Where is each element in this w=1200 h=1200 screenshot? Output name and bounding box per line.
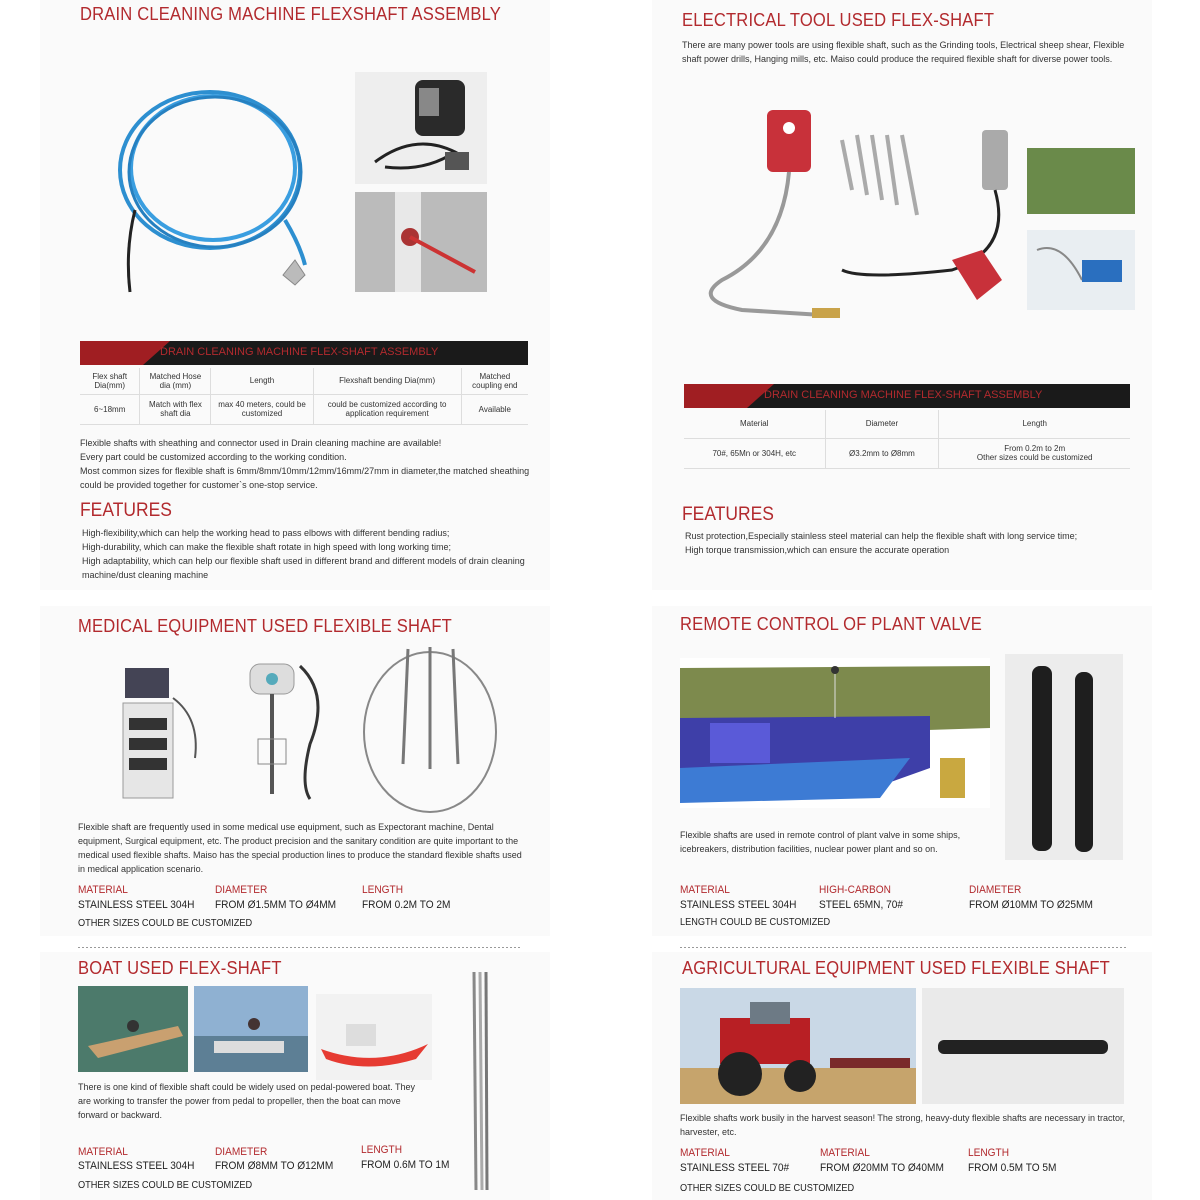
medical-spec-value: FROM 0.2M TO 2M (362, 899, 451, 911)
valve-spec-value: STAINLESS STEEL 304H (680, 899, 797, 911)
blue-flexshaft-image (105, 70, 345, 310)
boat-spec-label: DIAMETER (215, 1146, 268, 1158)
electrical-value-cell: From 0.2m to 2m Other sizes could be customized (939, 438, 1130, 468)
electrical-banner-text: DRAIN CLEANING MACHINE FLEX-SHAFT ASSEMBLY (764, 389, 1043, 401)
boat-title: BOAT USED FLEX-SHAFT (78, 958, 282, 978)
valve-title: REMOTE CONTROL OF PLANT VALVE (680, 614, 982, 634)
agri-spec-value: FROM Ø20MM TO Ø40MM (820, 1162, 944, 1174)
drain-header-cell: Flexshaft bending Dia(mm) (313, 368, 461, 394)
agri-description: Flexible shafts work busily in the harvest season! The strong, heavy-duty flexible shafts are necessary in tractor, harvester, etc. (680, 1113, 1126, 1137)
medical-spec-label: MATERIAL (78, 884, 128, 896)
drain-features-heading: FEATURES (80, 500, 172, 521)
drain-value-cell: max 40 meters, could be customized (211, 394, 313, 424)
medical-spec-value: STAINLESS STEEL 304H (78, 899, 195, 911)
electrical-features-list: Rust protection,Especially stainless steel material can help the flexible shaft with long service time; High torque transmission,which can ensure the accurate operation (685, 531, 1078, 555)
medical-note: OTHER SIZES COULD BE CUSTOMIZED (78, 918, 253, 929)
electrical-header-cell: Diameter (825, 410, 939, 438)
medical-spec-label: LENGTH (362, 884, 404, 896)
agri-shaft-image (922, 988, 1124, 1104)
electrical-value-cell: Ø3.2mm to Ø8mm (825, 438, 939, 468)
valve-spec-value: STEEL 65MN, 70# (819, 899, 904, 911)
drain-header-cell: Matched Hose dia (mm) (140, 368, 211, 394)
boat-spec-value: FROM 0.6M TO 1M (361, 1159, 450, 1171)
medical-endoscope-image (105, 658, 215, 813)
left-divider (78, 947, 520, 948)
drain-description: Flexible shafts with sheathing and connector used in Drain cleaning machine are available! Every part could be customized according to the working condition. Most common sizes for flexible shaft is 6mm/8mm/10mm/12mm/16mm/27mm in diameter,the matched sheathing could be provided together for customer`s one-stop service. (80, 438, 530, 490)
boat-description: There is one kind of flexible shaft could be widely used on pedal-powered boat. They are working to transfer the power from pedal to propeller, then the boat can move forward or backward. (78, 1082, 416, 1120)
drain-value-cell: Available (461, 394, 528, 424)
electrical-value-cell: 70#, 65Mn or 304H, etc (684, 438, 825, 468)
medical-shaft-coil-image (358, 644, 508, 819)
drain-header-cell: Length (211, 368, 313, 394)
right-divider (680, 947, 1128, 948)
boat-kayak-image (78, 986, 188, 1072)
electrical-section (652, 0, 1152, 590)
electrical-header-cell: Length (939, 410, 1130, 438)
drain-banner (80, 341, 528, 365)
valve-section (652, 606, 1152, 936)
valve-spec-label: DIAMETER (969, 884, 1022, 896)
agri-tractor-image (680, 988, 916, 1104)
agri-note: OTHER SIZES COULD BE CUSTOMIZED (680, 1183, 855, 1194)
valve-note: LENGTH COULD BE CUSTOMIZED (680, 917, 831, 928)
boat-pedal-image (194, 986, 308, 1072)
electrical-intro: There are many power tools are using flexible shaft, such as the Grinding tools, Electrical sheep shear, Flexible shaft power drills, Hanging mills, etc. Maiso could produce the required flexible shaft for diverse power tools. (682, 40, 1125, 64)
medical-spec-value: FROM Ø1.5MM TO Ø4MM (215, 899, 337, 911)
drain-pipe-image (355, 192, 487, 292)
electrical-features-heading: FEATURES (682, 504, 774, 525)
boat-spec-label: MATERIAL (78, 1146, 128, 1158)
electrical-tools-image (682, 100, 1137, 340)
boat-section (40, 952, 550, 1200)
valve-spec-label: MATERIAL (680, 884, 730, 896)
valve-shafts-image (1005, 654, 1123, 860)
drain-value-cell: could be customized according to application requirement (313, 394, 461, 424)
boat-red-image (316, 994, 432, 1080)
boat-spec-label: LENGTH (361, 1144, 403, 1156)
boat-spec-value: FROM Ø8MM TO Ø12MM (215, 1160, 334, 1172)
medical-expectorant-image (240, 654, 340, 814)
agri-spec-value: FROM 0.5M TO 5M (968, 1162, 1057, 1174)
drain-banner-text: DRAIN CLEANING MACHINE FLEX-SHAFT ASSEMBLY (160, 346, 439, 358)
agri-spec-label: MATERIAL (820, 1147, 870, 1159)
drain-spec-table (80, 368, 528, 425)
electrical-banner (684, 384, 1130, 408)
drain-section (40, 0, 550, 590)
electrical-spec-table (684, 410, 1130, 469)
valve-spec-value: FROM Ø10MM TO Ø25MM (969, 899, 1093, 911)
valve-spec-label: HIGH-CARBON (819, 884, 891, 896)
agri-title: AGRICULTURAL EQUIPMENT USED FLEXIBLE SHAFT (682, 958, 1110, 978)
boat-shaft-rods-image (460, 968, 500, 1196)
electrical-header-cell: Material (684, 410, 825, 438)
agri-spec-value: STAINLESS STEEL 70# (680, 1162, 790, 1174)
agri-spec-label: LENGTH (968, 1147, 1010, 1159)
medical-section (40, 606, 550, 936)
drain-machine-image (355, 72, 487, 184)
drain-header-cell: Flex shaft Dia(mm) (80, 368, 140, 394)
medical-description: Flexible shaft are frequently used in some medical use equipment, such as Expectorant machine, Dental equipment, Surgical equipment, etc. The product precision and the sanitary condition are quite important to the medical used flexible shafts. Maiso has the special production lines to produce the standard flexible shafts used in medical application scenario. (78, 822, 522, 874)
drain-features-list: High-flexibility,which can help the working head to pass elbows with different bending radius; High-durability, which can make the flexible shaft rotate in high speed with long working time; High adaptability, which can help our flexible shaft used in different brand and different models of drain cleaning machine/dust cleaning machine (82, 528, 525, 580)
medical-title: MEDICAL EQUIPMENT USED FLEXIBLE SHAFT (78, 616, 452, 636)
drain-value-cell: Match with flex shaft dia (140, 394, 211, 424)
agri-section (652, 952, 1152, 1200)
ship-valve-image (680, 658, 990, 808)
boat-note: OTHER SIZES COULD BE CUSTOMIZED (78, 1180, 253, 1191)
agri-spec-label: MATERIAL (680, 1147, 730, 1159)
electrical-title: ELECTRICAL TOOL USED FLEX-SHAFT (682, 10, 995, 30)
drain-header-cell: Matched coupling end (461, 368, 528, 394)
valve-description: Flexible shafts are used in remote control of plant valve in some ships, icebreakers, distribution facilities, nuclear power plant and so on. (680, 830, 961, 854)
boat-spec-value: STAINLESS STEEL 304H (78, 1160, 195, 1172)
medical-spec-label: DIAMETER (215, 884, 268, 896)
drain-title: DRAIN CLEANING MACHINE FLEXSHAFT ASSEMBLY (80, 4, 502, 24)
drain-value-cell: 6~18mm (80, 394, 140, 424)
